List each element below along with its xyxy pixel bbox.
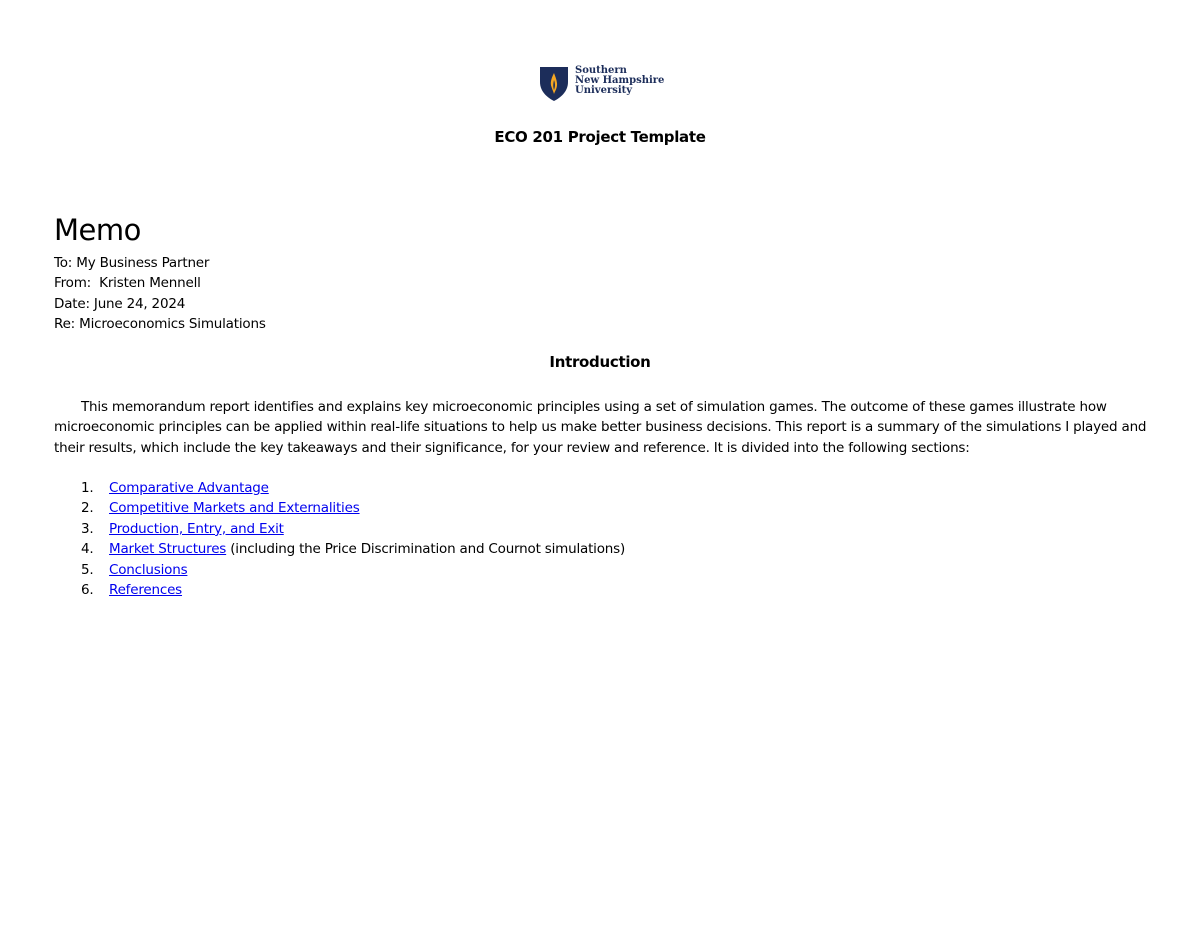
memo-date: Date: June 24, 2024	[54, 295, 186, 312]
memo-from: From: Kristen Mennell	[54, 275, 201, 292]
list-number: 2.	[81, 500, 94, 517]
list-item	[54, 478, 625, 498]
list-item	[54, 539, 625, 559]
link-comparative-advantage[interactable]: Comparative Advantage	[109, 480, 269, 496]
logo-wordmark	[575, 66, 664, 96]
link-references[interactable]: References	[109, 582, 183, 599]
logo-line-2: New Hampshire	[575, 75, 665, 86]
list-number: 5.	[81, 561, 94, 578]
list-number: 6.	[81, 582, 94, 599]
logo-line-3: University	[575, 85, 633, 96]
list-number: 4.	[81, 541, 94, 558]
memo-to: To: My Business Partner	[54, 255, 210, 271]
list-item	[54, 498, 625, 518]
list-suffix: (including the Price Discrimination and Cournot simulations)	[226, 541, 626, 558]
list-number: 3.	[81, 520, 94, 537]
list-item	[54, 519, 625, 539]
link-conclusions[interactable]: Conclusions	[109, 561, 188, 578]
memo-header-fields	[54, 253, 266, 335]
list-number: 1.	[81, 480, 94, 496]
link-market-structures[interactable]: Market Structures	[109, 541, 227, 558]
link-production-entry-exit[interactable]: Production, Entry, and Exit	[109, 520, 284, 537]
document-title: ECO 201 Project Template	[494, 128, 706, 146]
link-competitive-markets[interactable]: Competitive Markets and Externalities	[109, 500, 360, 517]
list-item	[54, 580, 625, 600]
university-logo	[539, 66, 664, 102]
sections-list	[54, 478, 625, 600]
logo-line-1: Southern	[575, 65, 627, 76]
memo-heading: Memo	[54, 213, 141, 247]
list-item	[54, 560, 625, 580]
shield-flame-icon	[539, 66, 569, 102]
introduction-paragraph: This memorandum report identifies and explains key microeconomic principles using a set of simulation games. The outcome of these games illustrate how microeconomic principles can be applied within real-life situations to help us make better business decisions. This report is a summary of the simulations I played and their results, which include the key takeaways and their significance, for your review and reference. It is divided into the following sections:	[54, 399, 1147, 456]
introduction-heading: Introduction	[549, 353, 651, 371]
memo-re: Re: Microeconomics Simulations	[54, 316, 266, 333]
